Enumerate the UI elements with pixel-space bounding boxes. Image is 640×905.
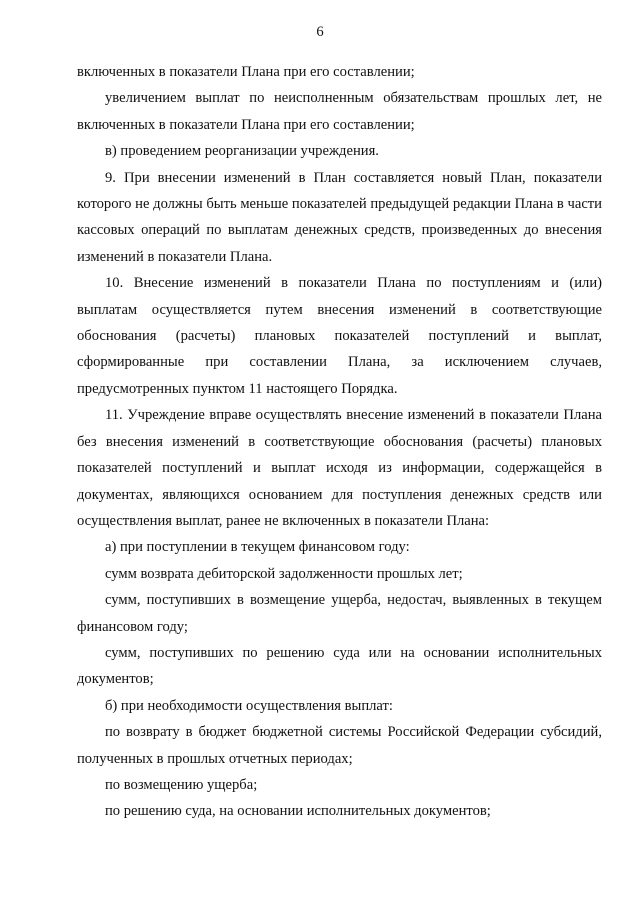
paragraph-8: сумм возврата дебиторской задолженности прошлых лет; (105, 565, 463, 582)
page-number: 6 (316, 24, 324, 40)
paragraph-11: б) при необходимости осуществления выплат: (105, 697, 393, 714)
paragraph-6: 11. Учреждение вправе осуществлять внесение изменений в показатели Плана без внесения изменений в соответствующие обоснования (расчеты) плановых показателей поступлений и выплат исходя из информации, содержащейся в документах, являющихся основанием для поступления денежных средств или осуществления выплат, ранее не включенных в показатели Плана: (77, 407, 602, 529)
paragraph-4: 9. При внесении изменений в План составляется новый План, показатели которого не должны быть меньше показателей предыдущей редакции Плана в части кассовых операций по выплатам денежных средств, произведенных до внесения изменений в показатели Плана. (77, 169, 602, 265)
paragraph-14: по решению суда, на основании исполнительных документов; (105, 803, 491, 820)
paragraph-12: по возврату в бюджет бюджетной системы Российской Федерации субсидий, полученных в прошлых отчетных периодах; (77, 724, 602, 767)
document-body (77, 59, 602, 825)
paragraph-9: сумм, поступивших в возмещение ущерба, недостач, выявленных в текущем финансовом году; (77, 592, 602, 635)
paragraph-13: по возмещению ущерба; (105, 776, 258, 793)
paragraph-7: а) при поступлении в текущем финансовом году: (105, 539, 410, 556)
paragraph-3: в) проведением реорганизации учреждения. (105, 143, 379, 160)
paragraph-5: 10. Внесение изменений в показатели Плана по поступлениям и (или) выплатам осуществляется путем внесения изменений в соответствующие обоснования (расчеты) плановых показателей поступлений и выплат, сформированные при составлении Плана, за исключением случаев, предусмотренных пунктом 11 настоящего Порядка. (77, 275, 602, 397)
paragraph-2: увеличением выплат по неисполненным обязательствам прошлых лет, не включенных в показатели Плана при его составлении; (77, 90, 602, 133)
paragraph-10: сумм, поступивших по решению суда или на основании исполнительных документов; (77, 644, 602, 688)
paragraph-1: включенных в показатели Плана при его составлении; (77, 64, 415, 80)
